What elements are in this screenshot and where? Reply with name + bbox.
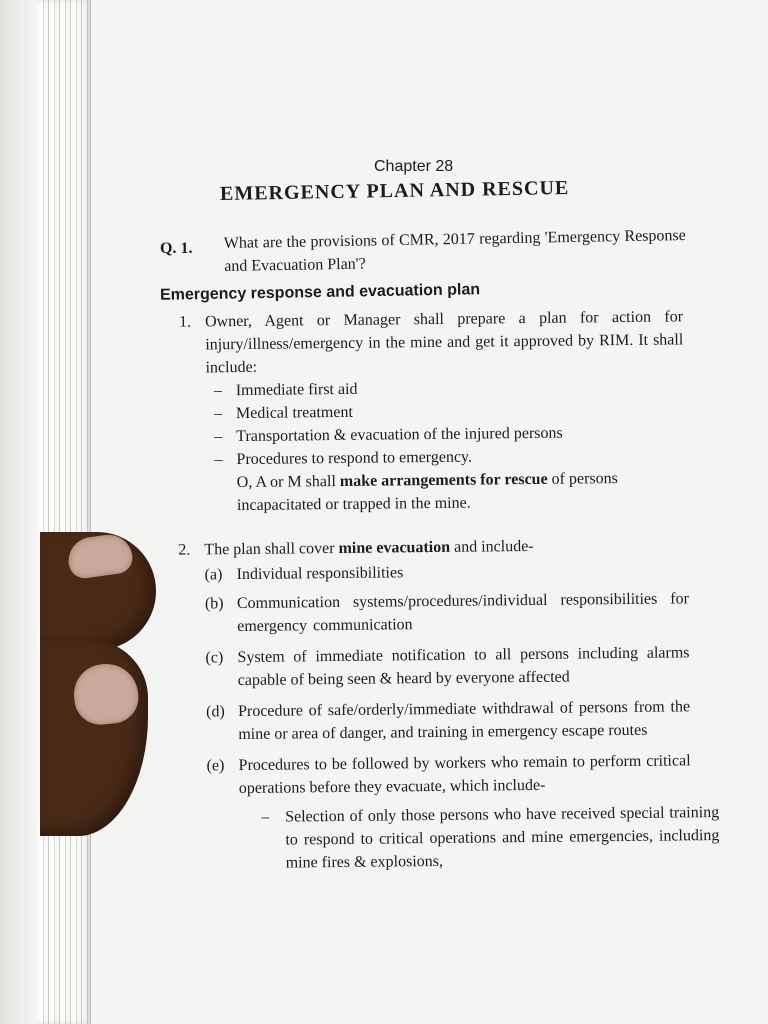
chapter-title: EMERGENCY PLAN AND RESCUE	[219, 176, 570, 206]
sub-item-b	[179, 587, 689, 638]
section-heading: Emergency response and evacuation plan	[159, 281, 481, 304]
sub-label: (b)	[204, 595, 224, 613]
list-item-1	[179, 305, 687, 517]
list-item-2	[178, 533, 720, 875]
page-shadow	[0, 0, 40, 1024]
note-bold: make arrangements for rescue	[339, 470, 548, 490]
item-text: Owner, Agent or Manager shall prepare a plan for action for injury/illness/emergency in the mine and get it approved by RIM. It shall include:	[204, 308, 684, 377]
note-post: of persons incapacitated or trapped in the mine.	[236, 470, 618, 515]
sub-text: Procedures to be followed by workers who remain to perform critical operations before they evacuate, which include-	[238, 752, 691, 798]
nested-dash-item: – Selection of only those persons who have received special training to respond to critical operations and mine emergencies, including mine fires & explosions,	[261, 801, 720, 875]
item-text-post: and include-	[449, 537, 534, 556]
chapter-label: Chapter 28	[374, 158, 454, 175]
dash-item: – Medical treatment	[214, 397, 686, 425]
sub-label: (d)	[205, 703, 225, 721]
dash-item	[214, 443, 687, 517]
sub-text: Communication systems/procedures/individual responsibilities for emergency communication	[236, 590, 689, 636]
dash-list	[180, 374, 687, 517]
item-text-pre: The plan shall cover	[204, 539, 339, 559]
question-number: Q. 1.	[160, 240, 193, 257]
dash-item: – Immediate first aid	[214, 374, 686, 402]
sub-item-e	[181, 749, 691, 800]
sub-text: Procedure of safe/orderly/immediate withdrawal of persons from the mine or area of danger, and training in emergency escape routes	[237, 698, 691, 744]
sub-item-c	[179, 641, 690, 692]
note-pre: O, A or M shall	[236, 472, 340, 492]
nested-dash-list	[181, 801, 720, 875]
sub-label: (c)	[205, 649, 224, 667]
item-text-bold: mine evacuation	[338, 538, 451, 557]
sub-text: System of immediate notification to all persons including alarms capable of being seen & heard by everyone affected	[237, 644, 690, 690]
sub-label: (a)	[204, 566, 223, 584]
dash-item: – Transportation & evacuation of the injured persons	[214, 420, 686, 448]
sub-text: Individual responsibilities	[236, 564, 404, 584]
sub-item-d	[180, 695, 691, 746]
sub-item-a	[179, 558, 685, 586]
item-number: 1.	[178, 313, 192, 331]
dash-item-text: Procedures to respond to emergency.	[236, 448, 473, 469]
item-number: 2.	[178, 541, 191, 559]
sub-label: (e)	[206, 757, 225, 775]
question-text: What are the provisions of CMR, 2017 regarding 'Emergency Response and Evacuation Plan'?	[223, 226, 686, 276]
book-page-edges	[38, 0, 91, 1024]
